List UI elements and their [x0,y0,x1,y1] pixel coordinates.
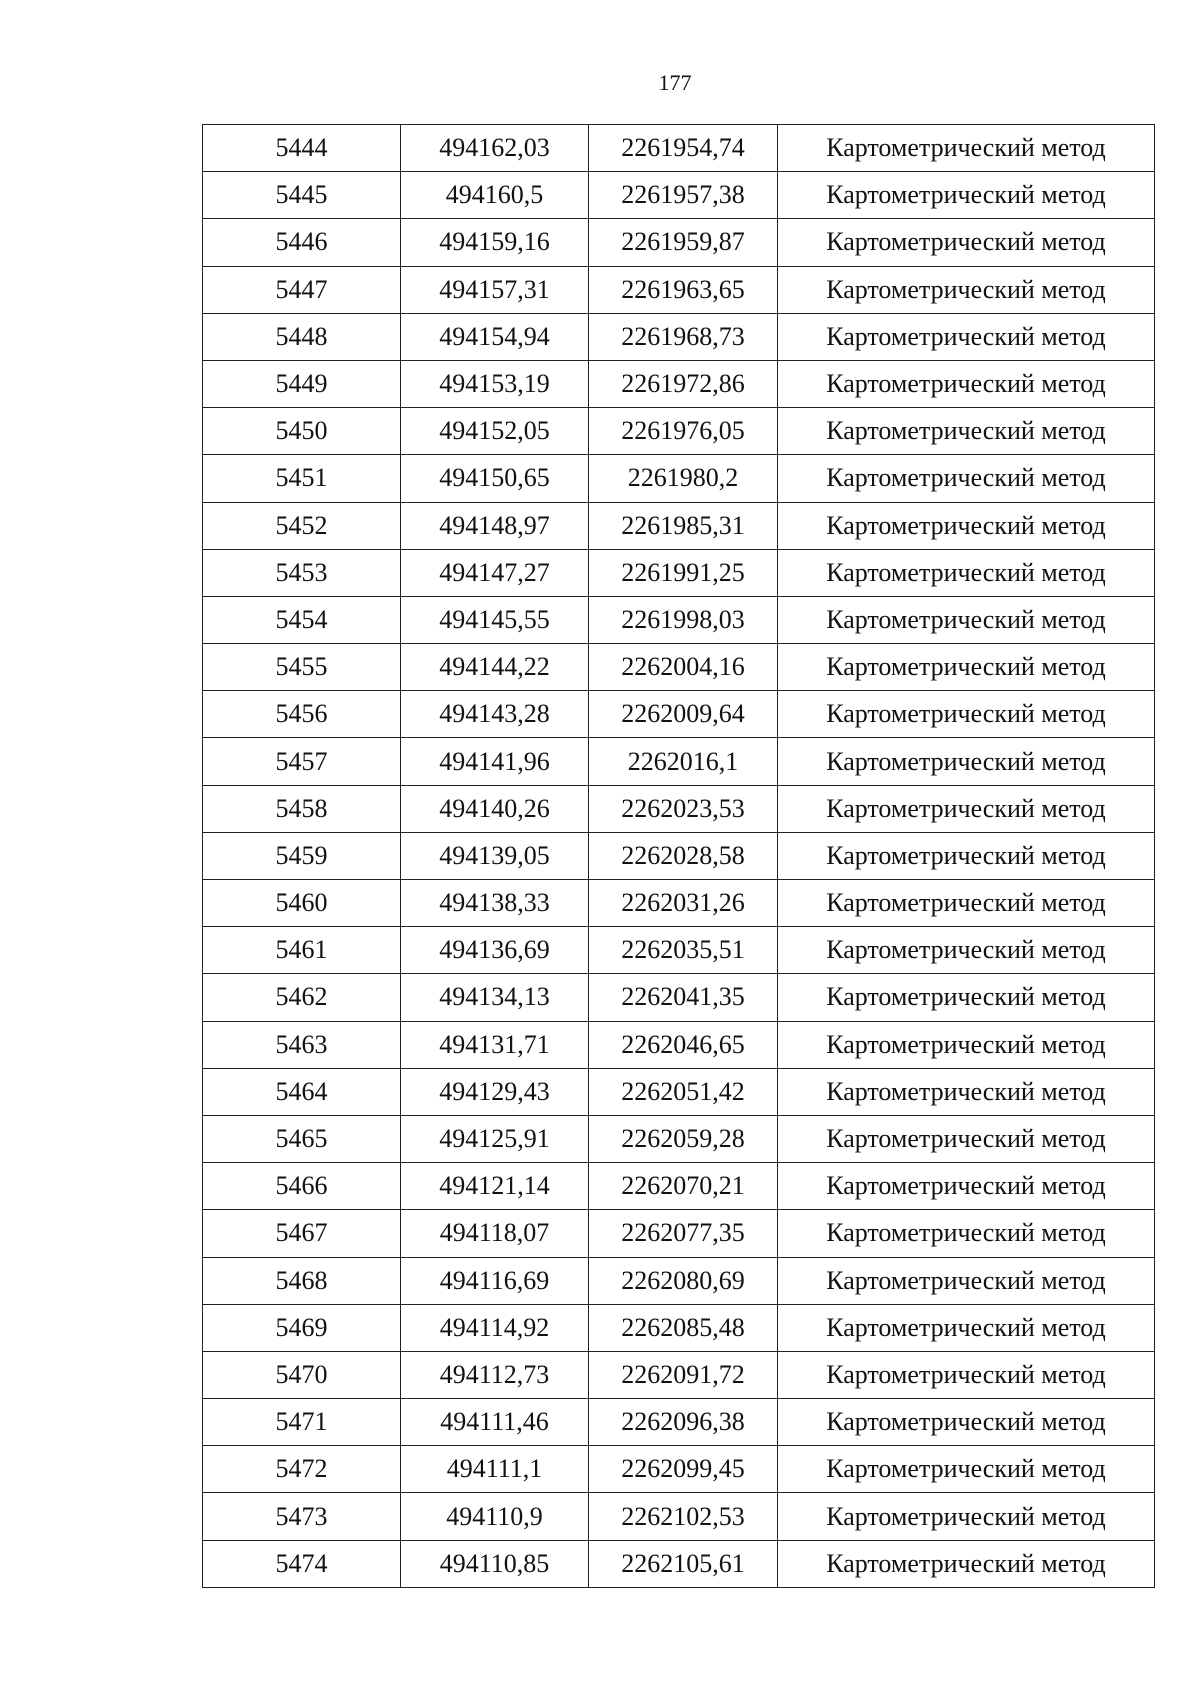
point-number-cell: 5462 [203,974,401,1021]
x-coordinate-cell: 494144,22 [401,644,589,691]
point-number-cell: 5471 [203,1399,401,1446]
y-coordinate-cell: 2261972,86 [589,360,778,407]
method-cell: Картометрический метод [778,691,1155,738]
x-coordinate-cell: 494125,91 [401,1115,589,1162]
x-coordinate-cell: 494153,19 [401,360,589,407]
method-cell: Картометрический метод [778,1115,1155,1162]
y-coordinate-cell: 2262059,28 [589,1115,778,1162]
point-number-cell: 5468 [203,1257,401,1304]
y-coordinate-cell: 2262096,38 [589,1399,778,1446]
x-coordinate-cell: 494154,94 [401,313,589,360]
y-coordinate-cell: 2262085,48 [589,1304,778,1351]
point-number-cell: 5450 [203,408,401,455]
method-cell: Картометрический метод [778,360,1155,407]
method-cell: Картометрический метод [778,785,1155,832]
method-cell: Картометрический метод [778,1210,1155,1257]
method-cell: Картометрический метод [778,408,1155,455]
y-coordinate-cell: 2261954,74 [589,125,778,172]
x-coordinate-cell: 494110,85 [401,1540,589,1587]
y-coordinate-cell: 2261963,65 [589,266,778,313]
point-number-cell: 5451 [203,455,401,502]
point-number-cell: 5448 [203,313,401,360]
y-coordinate-cell: 2262077,35 [589,1210,778,1257]
point-number-cell: 5472 [203,1446,401,1493]
table-row [203,219,1155,266]
y-coordinate-cell: 2261998,03 [589,596,778,643]
x-coordinate-cell: 494143,28 [401,691,589,738]
x-coordinate-cell: 494139,05 [401,832,589,879]
method-cell: Картометрический метод [778,1540,1155,1587]
point-number-cell: 5456 [203,691,401,738]
table-row [203,927,1155,974]
method-cell: Картометрический метод [778,313,1155,360]
x-coordinate-cell: 494160,5 [401,172,589,219]
point-number-cell: 5461 [203,927,401,974]
point-number-cell: 5458 [203,785,401,832]
point-number-cell: 5460 [203,880,401,927]
x-coordinate-cell: 494111,1 [401,1446,589,1493]
point-number-cell: 5470 [203,1351,401,1398]
point-number-cell: 5446 [203,219,401,266]
y-coordinate-cell: 2261957,38 [589,172,778,219]
point-number-cell: 5463 [203,1021,401,1068]
y-coordinate-cell: 2262023,53 [589,785,778,832]
table-row [203,502,1155,549]
point-number-cell: 5454 [203,596,401,643]
method-cell: Картометрический метод [778,1351,1155,1398]
point-number-cell: 5444 [203,125,401,172]
y-coordinate-cell: 2262004,16 [589,644,778,691]
method-cell: Картометрический метод [778,927,1155,974]
point-number-cell: 5453 [203,549,401,596]
table-row [203,596,1155,643]
method-cell: Картометрический метод [778,738,1155,785]
table-row [203,1210,1155,1257]
page-number: 177 [658,70,692,95]
table-row [203,360,1155,407]
table-row [203,1399,1155,1446]
table-row [203,974,1155,1021]
method-cell: Картометрический метод [778,125,1155,172]
y-coordinate-cell: 2262091,72 [589,1351,778,1398]
table-row [203,125,1155,172]
x-coordinate-cell: 494159,16 [401,219,589,266]
x-coordinate-cell: 494136,69 [401,927,589,974]
method-cell: Картометрический метод [778,1021,1155,1068]
y-coordinate-cell: 2262051,42 [589,1068,778,1115]
y-coordinate-cell: 2262028,58 [589,832,778,879]
point-number-cell: 5459 [203,832,401,879]
x-coordinate-cell: 494129,43 [401,1068,589,1115]
x-coordinate-cell: 494162,03 [401,125,589,172]
y-coordinate-cell: 2262009,64 [589,691,778,738]
x-coordinate-cell: 494114,92 [401,1304,589,1351]
point-number-cell: 5452 [203,502,401,549]
table-body [203,125,1155,1588]
x-coordinate-cell: 494148,97 [401,502,589,549]
method-cell: Картометрический метод [778,549,1155,596]
method-cell: Картометрический метод [778,1493,1155,1540]
x-coordinate-cell: 494150,65 [401,455,589,502]
point-number-cell: 5447 [203,266,401,313]
table-row [203,1021,1155,1068]
x-coordinate-cell: 494112,73 [401,1351,589,1398]
y-coordinate-cell: 2262046,65 [589,1021,778,1068]
y-coordinate-cell: 2261968,73 [589,313,778,360]
coordinates-table [202,124,1155,1588]
method-cell: Картометрический метод [778,1399,1155,1446]
x-coordinate-cell: 494134,13 [401,974,589,1021]
point-number-cell: 5457 [203,738,401,785]
method-cell: Картометрический метод [778,1304,1155,1351]
point-number-cell: 5467 [203,1210,401,1257]
method-cell: Картометрический метод [778,172,1155,219]
x-coordinate-cell: 494118,07 [401,1210,589,1257]
table-row [203,408,1155,455]
x-coordinate-cell: 494111,46 [401,1399,589,1446]
y-coordinate-cell: 2262016,1 [589,738,778,785]
method-cell: Картометрический метод [778,1068,1155,1115]
x-coordinate-cell: 494138,33 [401,880,589,927]
table-row [203,785,1155,832]
method-cell: Картометрический метод [778,455,1155,502]
y-coordinate-cell: 2261991,25 [589,549,778,596]
method-cell: Картометрический метод [778,502,1155,549]
method-cell: Картометрический метод [778,1257,1155,1304]
y-coordinate-cell: 2262102,53 [589,1493,778,1540]
table-row [203,1351,1155,1398]
method-cell: Картометрический метод [778,219,1155,266]
y-coordinate-cell: 2261976,05 [589,408,778,455]
method-cell: Картометрический метод [778,1446,1155,1493]
point-number-cell: 5466 [203,1163,401,1210]
y-coordinate-cell: 2262080,69 [589,1257,778,1304]
table-row [203,549,1155,596]
method-cell: Картометрический метод [778,596,1155,643]
method-cell: Картометрический метод [778,1163,1155,1210]
y-coordinate-cell: 2261985,31 [589,502,778,549]
method-cell: Картометрический метод [778,266,1155,313]
method-cell: Картометрический метод [778,974,1155,1021]
table-row [203,880,1155,927]
y-coordinate-cell: 2261980,2 [589,455,778,502]
point-number-cell: 5464 [203,1068,401,1115]
method-cell: Картометрический метод [778,832,1155,879]
x-coordinate-cell: 494157,31 [401,266,589,313]
x-coordinate-cell: 494152,05 [401,408,589,455]
x-coordinate-cell: 494116,69 [401,1257,589,1304]
x-coordinate-cell: 494131,71 [401,1021,589,1068]
table-row [203,832,1155,879]
y-coordinate-cell: 2262041,35 [589,974,778,1021]
x-coordinate-cell: 494147,27 [401,549,589,596]
method-cell: Картометрический метод [778,644,1155,691]
x-coordinate-cell: 494140,26 [401,785,589,832]
y-coordinate-cell: 2262105,61 [589,1540,778,1587]
table-row [203,738,1155,785]
y-coordinate-cell: 2262035,51 [589,927,778,974]
table-row [203,1115,1155,1162]
table-row [203,313,1155,360]
table-row [203,1257,1155,1304]
x-coordinate-cell: 494145,55 [401,596,589,643]
point-number-cell: 5473 [203,1493,401,1540]
point-number-cell: 5445 [203,172,401,219]
y-coordinate-cell: 2262070,21 [589,1163,778,1210]
x-coordinate-cell: 494110,9 [401,1493,589,1540]
y-coordinate-cell: 2262031,26 [589,880,778,927]
y-coordinate-cell: 2262099,45 [589,1446,778,1493]
table-row [203,691,1155,738]
point-number-cell: 5465 [203,1115,401,1162]
point-number-cell: 5449 [203,360,401,407]
table-row [203,644,1155,691]
coordinates-table-container [202,124,1155,1588]
method-cell: Картометрический метод [778,880,1155,927]
table-row [203,1446,1155,1493]
point-number-cell: 5469 [203,1304,401,1351]
table-row [203,1540,1155,1587]
point-number-cell: 5455 [203,644,401,691]
table-row [203,172,1155,219]
table-row [203,1304,1155,1351]
table-row [203,266,1155,313]
table-row [203,455,1155,502]
x-coordinate-cell: 494141,96 [401,738,589,785]
y-coordinate-cell: 2261959,87 [589,219,778,266]
table-row [203,1068,1155,1115]
x-coordinate-cell: 494121,14 [401,1163,589,1210]
table-row [203,1493,1155,1540]
point-number-cell: 5474 [203,1540,401,1587]
table-row [203,1163,1155,1210]
